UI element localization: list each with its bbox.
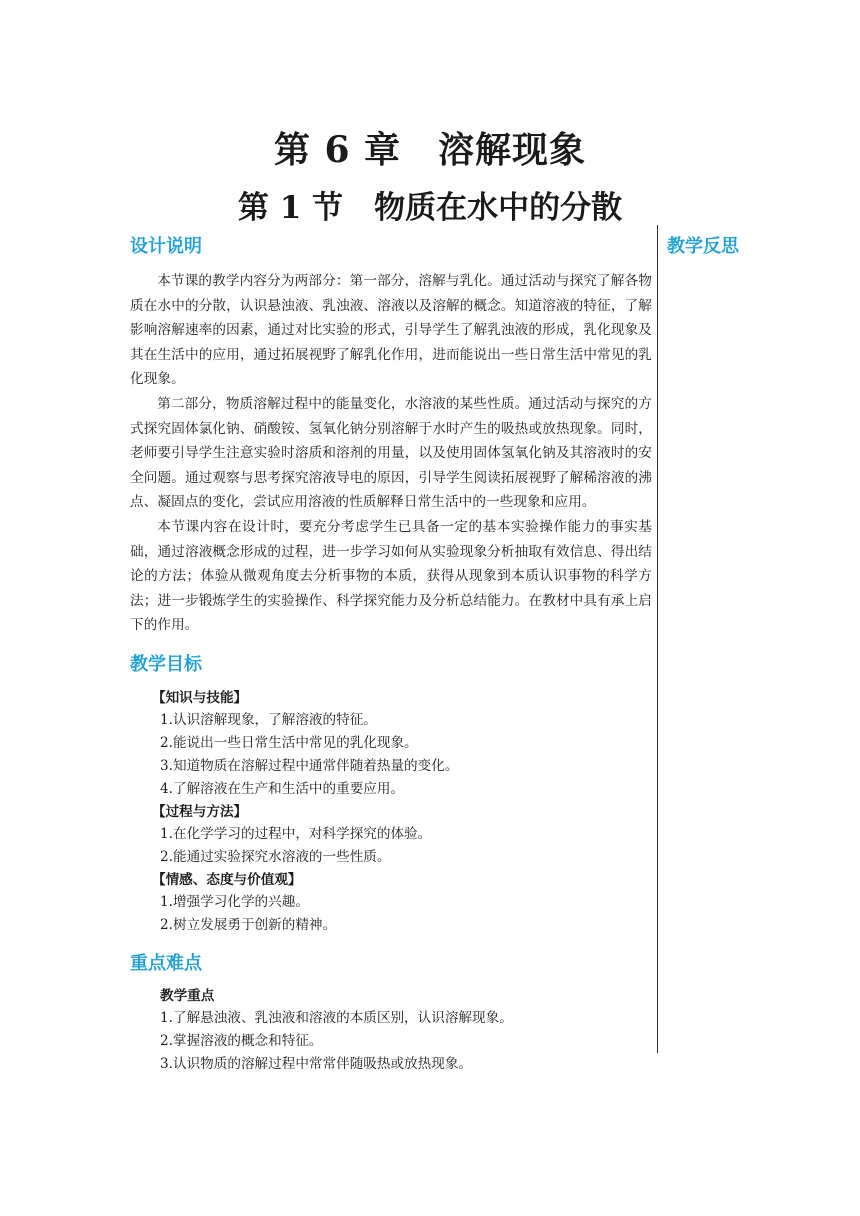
design-section [130,232,652,638]
emotion-title: 【情感、态度与价值观】 [152,871,302,888]
focus-item: 3.认识物质的溶解过程中常常伴随吸热或放热现象。 [160,1055,473,1072]
focus-item: 1.了解悬浊液、乳浊液和溶液的本质区别，认识溶解现象。 [160,1009,513,1026]
key-points-heading: 重点难点 [130,952,202,974]
focus-group [130,985,652,1076]
knowledge-item: 4.了解溶液在生产和生活中的重要应用。 [160,780,405,797]
emotion-group [130,869,652,937]
process-title: 【过程与方法】 [152,803,248,820]
chapter-title: 第 6 章 溶解现象 [273,129,587,171]
knowledge-item: 1.认识溶解现象，了解溶液的特征。 [160,711,377,728]
goals-heading: 教学目标 [130,653,202,675]
design-paragraph-2: 第二部分，物质溶解过程中的能量变化，水溶液的某些性质。通过活动与探究的方式探究固体氯化钠、硝酸铵、氢氧化钠分别溶解于水时产生的吸热或放热现象。同时，老师要引导学生注意实验时溶质和溶剂的用量，以及使用固体氢氧化钠及其溶液时的安全问题。通过观察与思考探究溶液导电的原因，引导学生阅读拓展视野了解稀溶液的沸点、凝固点的变化，尝试应用溶液的性质解释日常生活中的一些现象和应用。 [130,395,652,511]
reflection-column [667,232,817,262]
knowledge-item: 2.能说出一些日常生活中常见的乳化现象。 [160,734,418,751]
design-paragraph-1: 本节课的教学内容分为两部分：第一部分，溶解与乳化。通过活动与探究了解各物质在水中的分散，认识悬浊液、乳浊液、溶液以及溶解的概念。知道溶液的特征，了解影响溶解速率的因素，通过对比实验的形式，引导学生了解乳浊液的形成，乳化现象及其在生活中的应用，通过拓展视野了解乳化作用，进而能说出一些日常生活中常见的乳化现象。 [130,273,652,388]
knowledge-group [130,687,652,801]
knowledge-title: 【知识与技能】 [152,689,248,706]
emotion-item: 1.增强学习化学的兴趣。 [160,893,309,910]
section-title: 第 1 节 物质在水中的分散 [237,190,623,226]
design-paragraph-3: 本节课内容在设计时，要充分考虑学生已具备一定的基本实验操作能力的事实基础，通过溶液概念形成的过程，进一步学习如何从实验现象分析抽取有效信息、得出结论的方法；体验从微观角度去分析事物的本质，获得从现象到本质认识事物的科学方法；进一步锻炼学生的实验操作、科学探究能力及分析总结能力。在教材中具有承上启下的作用。 [130,518,652,634]
process-group [130,801,652,869]
focus-item: 2.掌握溶液的概念和特征。 [160,1032,323,1049]
reflection-heading: 教学反思 [667,236,739,257]
focus-title: 教学重点 [160,987,215,1004]
emotion-item: 2.树立发展勇于创新的精神。 [160,916,337,933]
main-column [130,232,652,1076]
design-heading: 设计说明 [130,236,202,257]
process-item: 1.在化学学习的过程中，对科学探究的体验。 [160,825,432,842]
column-divider [657,225,658,1053]
goals-section [130,650,652,937]
key-points-section [130,949,652,1076]
knowledge-item: 3.知道物质在溶解过程中通常伴随着热量的变化。 [160,757,459,774]
process-item: 2.能通过实验探究水溶液的一些性质。 [160,848,391,865]
